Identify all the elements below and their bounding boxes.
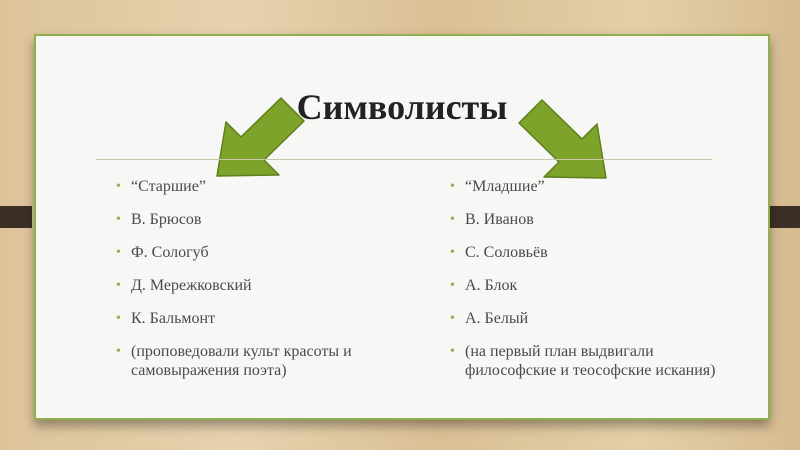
list-item: • К. Бальмонт (116, 309, 386, 328)
list-item: • (на первый план выдвигали философские и теософские искания) (450, 342, 720, 380)
right-column-list (450, 177, 720, 394)
list-item: • “Младшие” (450, 177, 720, 196)
list-item: • Ф. Сологуб (116, 243, 386, 262)
decorative-stripe-right (768, 206, 800, 228)
decorative-stripe-left (0, 206, 32, 228)
title-divider (96, 159, 712, 160)
list-item: • С. Соловьёв (450, 243, 720, 262)
list-item: • А. Блок (450, 276, 720, 295)
list-item: • В. Брюсов (116, 210, 386, 229)
list-item: • Д. Мережковский (116, 276, 386, 295)
slide-title: Символисты (296, 87, 508, 127)
list-item: • “Старшие” (116, 177, 386, 196)
slide-card (34, 34, 770, 420)
list-item: • А. Белый (450, 309, 720, 328)
left-column-list (116, 177, 386, 394)
list-item: • (проповедовали культ красоты и самовыражения поэта) (116, 342, 386, 380)
list-item: • В. Иванов (450, 210, 720, 229)
